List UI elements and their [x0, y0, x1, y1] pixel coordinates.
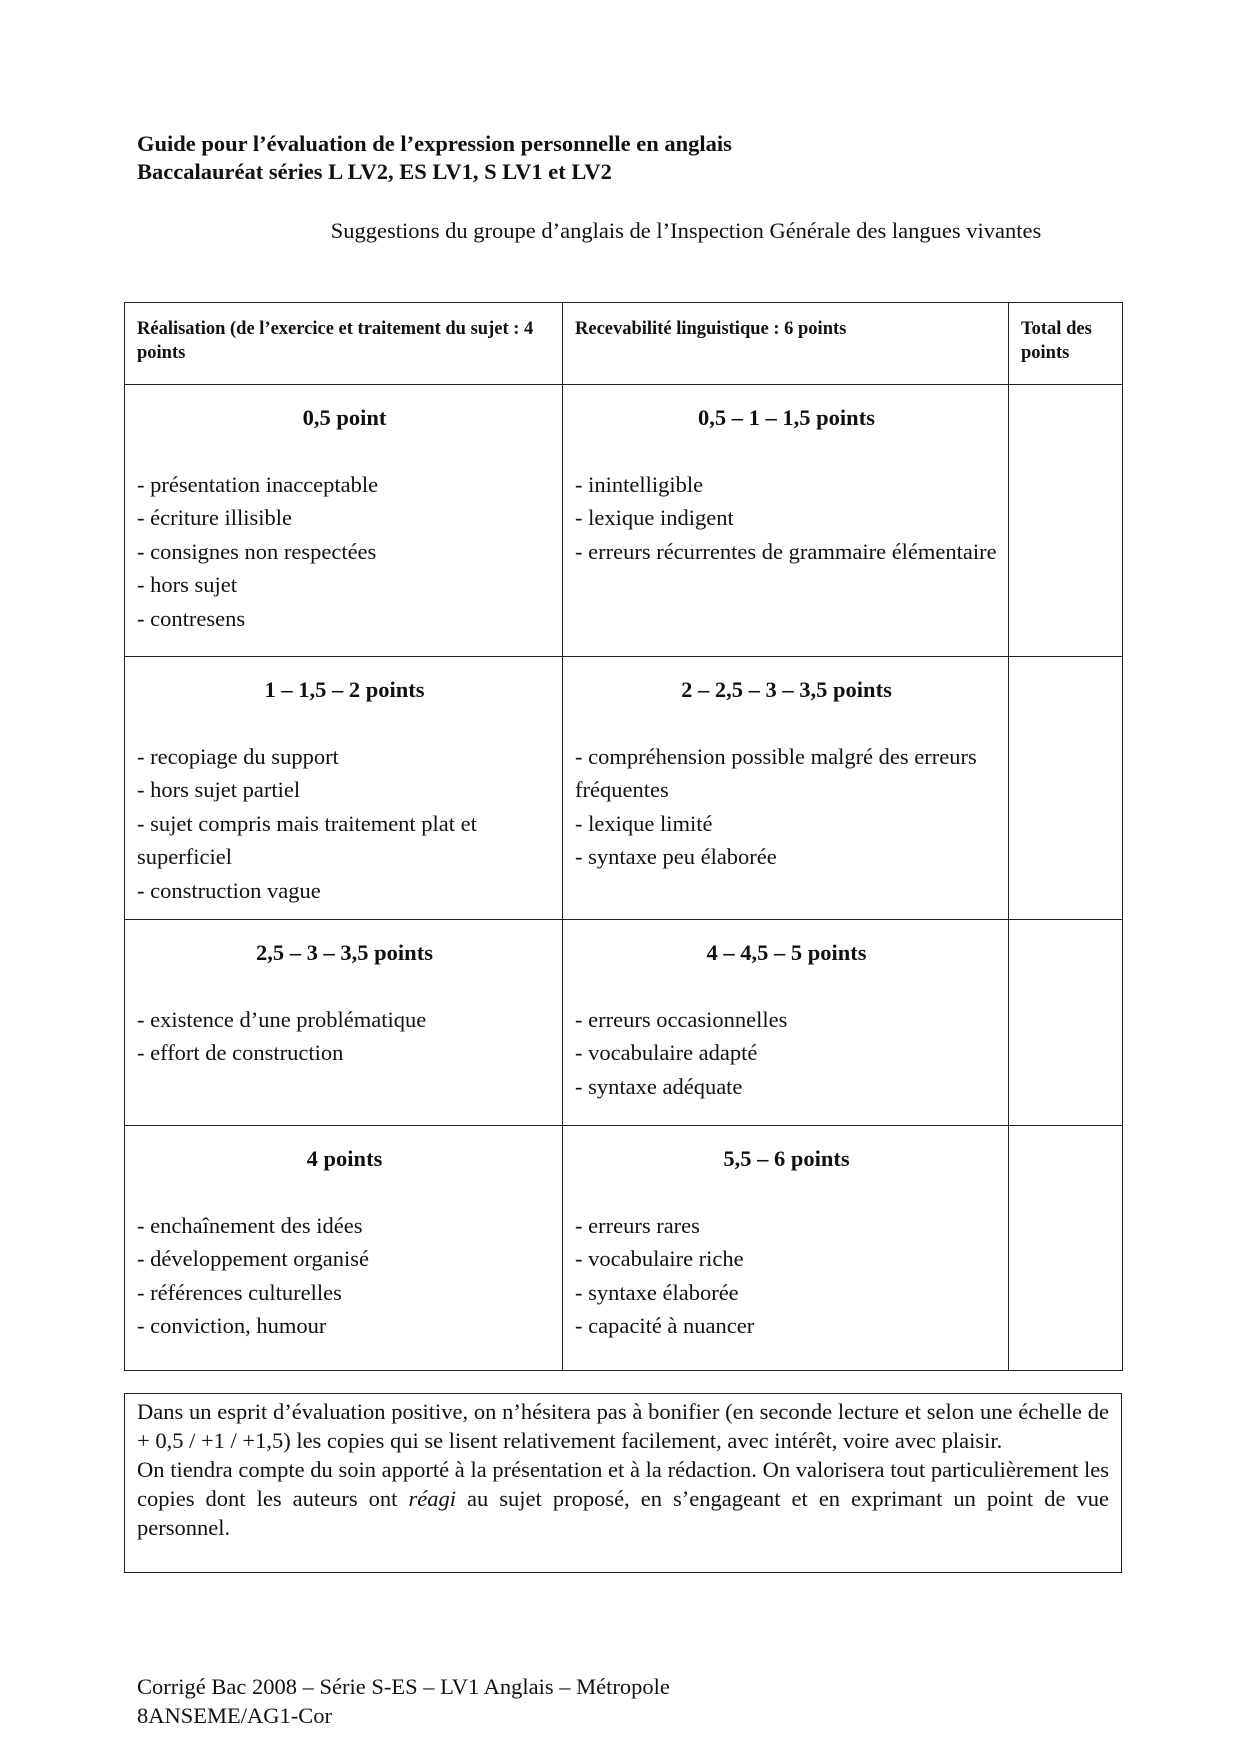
total-cell [1009, 657, 1123, 920]
table-row [125, 920, 1123, 1126]
realisation-items [137, 1209, 552, 1343]
list-item: - compréhension possible malgré des erreurs fréquentes [575, 743, 977, 802]
list-item: - syntaxe peu élaborée [575, 844, 777, 869]
list-item: - inintelligible [575, 471, 704, 497]
total-cell [1009, 385, 1123, 657]
list-item: - consignes non respectées [137, 538, 377, 564]
header-total: Total des points [1009, 303, 1123, 385]
realisation-band-title: 0,5 point [302, 405, 387, 430]
realisation-cell [125, 1126, 563, 1371]
list-item: - syntaxe élaborée [575, 1279, 739, 1305]
bonus-note-box [124, 1393, 1122, 1573]
realisation-band-title: 1 – 1,5 – 2 points [264, 677, 425, 702]
list-item: - lexique indigent [575, 505, 734, 530]
title-line-2: Baccalauréat séries L LV2, ES LV1, S LV1 et LV2 [137, 159, 612, 184]
note-paragraph-2-start: On tiendra compte du soin apporté à la présentation et à la rédaction. On valorisera tout particulièrement les copies dont les auteurs ont [137, 1457, 1109, 1511]
recevabilite-cell [563, 920, 1009, 1126]
note-paragraph-2-end: au sujet proposé, en s’engageant et en exprimant un point de vue personnel. [137, 1486, 1109, 1540]
list-item: - construction vague [137, 877, 321, 903]
note-paragraph-2 [137, 1455, 1109, 1542]
note-paragraph-1: Dans un esprit d’évaluation positive, on n’hésitera pas à bonifier (en seconde lecture et selon une échelle de + 0,5 / +1 / +1,5) les copies qui se lisent relativement facilement, avec intérêt, voire avec plaisir. [137, 1399, 1109, 1453]
header-realisation: Réalisation (de l’exercice et traitement du sujet : 4 points [125, 303, 563, 385]
list-item: - références culturelles [137, 1279, 342, 1305]
realisation-cell [125, 657, 563, 920]
recevabilite-cell [563, 385, 1009, 657]
list-item: - présentation inacceptable [137, 471, 379, 497]
list-item: - sujet compris mais traitement plat et superficiel [137, 810, 477, 869]
realisation-band-title: 2,5 – 3 – 3,5 points [256, 940, 433, 965]
table-row [125, 657, 1123, 920]
list-item: - écriture illisible [137, 505, 292, 530]
list-item: - contresens [137, 605, 246, 631]
recevabilite-band-title: 2 – 2,5 – 3 – 3,5 points [681, 677, 892, 702]
evaluation-grid-table [124, 302, 1123, 1371]
recevabilite-cell [563, 657, 1009, 920]
list-item: - enchaînement des idées [137, 1212, 363, 1238]
list-item: - recopiage du support [137, 743, 339, 769]
list-item: - hors sujet partiel [137, 777, 301, 802]
list-item: - lexique limité [575, 810, 713, 836]
list-item: - hors sujet [137, 572, 237, 597]
total-cell [1009, 920, 1123, 1126]
list-item: - effort de construction [137, 1040, 344, 1065]
recevabilite-items [575, 740, 998, 874]
table-row [125, 385, 1123, 657]
document-subtitle: Suggestions du groupe d’anglais de l’Inspection Générale des langues vivantes [330, 218, 1042, 243]
realisation-items [137, 1003, 552, 1070]
list-item: - développement organisé [137, 1246, 370, 1271]
recevabilite-cell [563, 1126, 1009, 1371]
list-item: - capacité à nuancer [575, 1313, 755, 1338]
table-row [125, 1126, 1123, 1371]
header-recevabilite: Recevabilité linguistique : 6 points [563, 303, 1009, 385]
list-item: - syntaxe adéquate [575, 1073, 743, 1099]
realisation-items [137, 740, 552, 908]
recevabilite-band-title: 0,5 – 1 – 1,5 points [698, 405, 875, 430]
total-cell [1009, 1126, 1123, 1371]
list-item: - existence d’une problématique [137, 1006, 427, 1032]
recevabilite-items [575, 1209, 998, 1343]
recevabilite-items [575, 1003, 998, 1104]
recevabilite-band-title: 4 – 4,5 – 5 points [706, 940, 867, 965]
footer-line-1: Corrigé Bac 2008 – Série S-ES – LV1 Anglais – Métropole [137, 1674, 670, 1699]
page-footer [137, 1672, 670, 1730]
list-item: - erreurs rares [575, 1212, 700, 1238]
realisation-items [137, 468, 552, 636]
table-header-row [125, 303, 1123, 385]
note-emphasis: réagi [408, 1486, 456, 1511]
realisation-band-title: 4 points [306, 1146, 383, 1171]
list-item: - erreurs récurrentes de grammaire élémentaire [575, 538, 997, 564]
document-title [137, 130, 732, 186]
list-item: - vocabulaire riche [575, 1246, 744, 1271]
list-item: - vocabulaire adapté [575, 1040, 758, 1065]
recevabilite-band-title: 5,5 – 6 points [723, 1146, 850, 1171]
realisation-cell [125, 920, 563, 1126]
footer-line-2: 8ANSEME/AG1-Cor [137, 1703, 332, 1728]
list-item: - conviction, humour [137, 1313, 327, 1338]
realisation-cell [125, 385, 563, 657]
recevabilite-items [575, 468, 998, 569]
list-item: - erreurs occasionnelles [575, 1006, 788, 1032]
title-line-1: Guide pour l’évaluation de l’expression personnelle en anglais [137, 131, 732, 156]
